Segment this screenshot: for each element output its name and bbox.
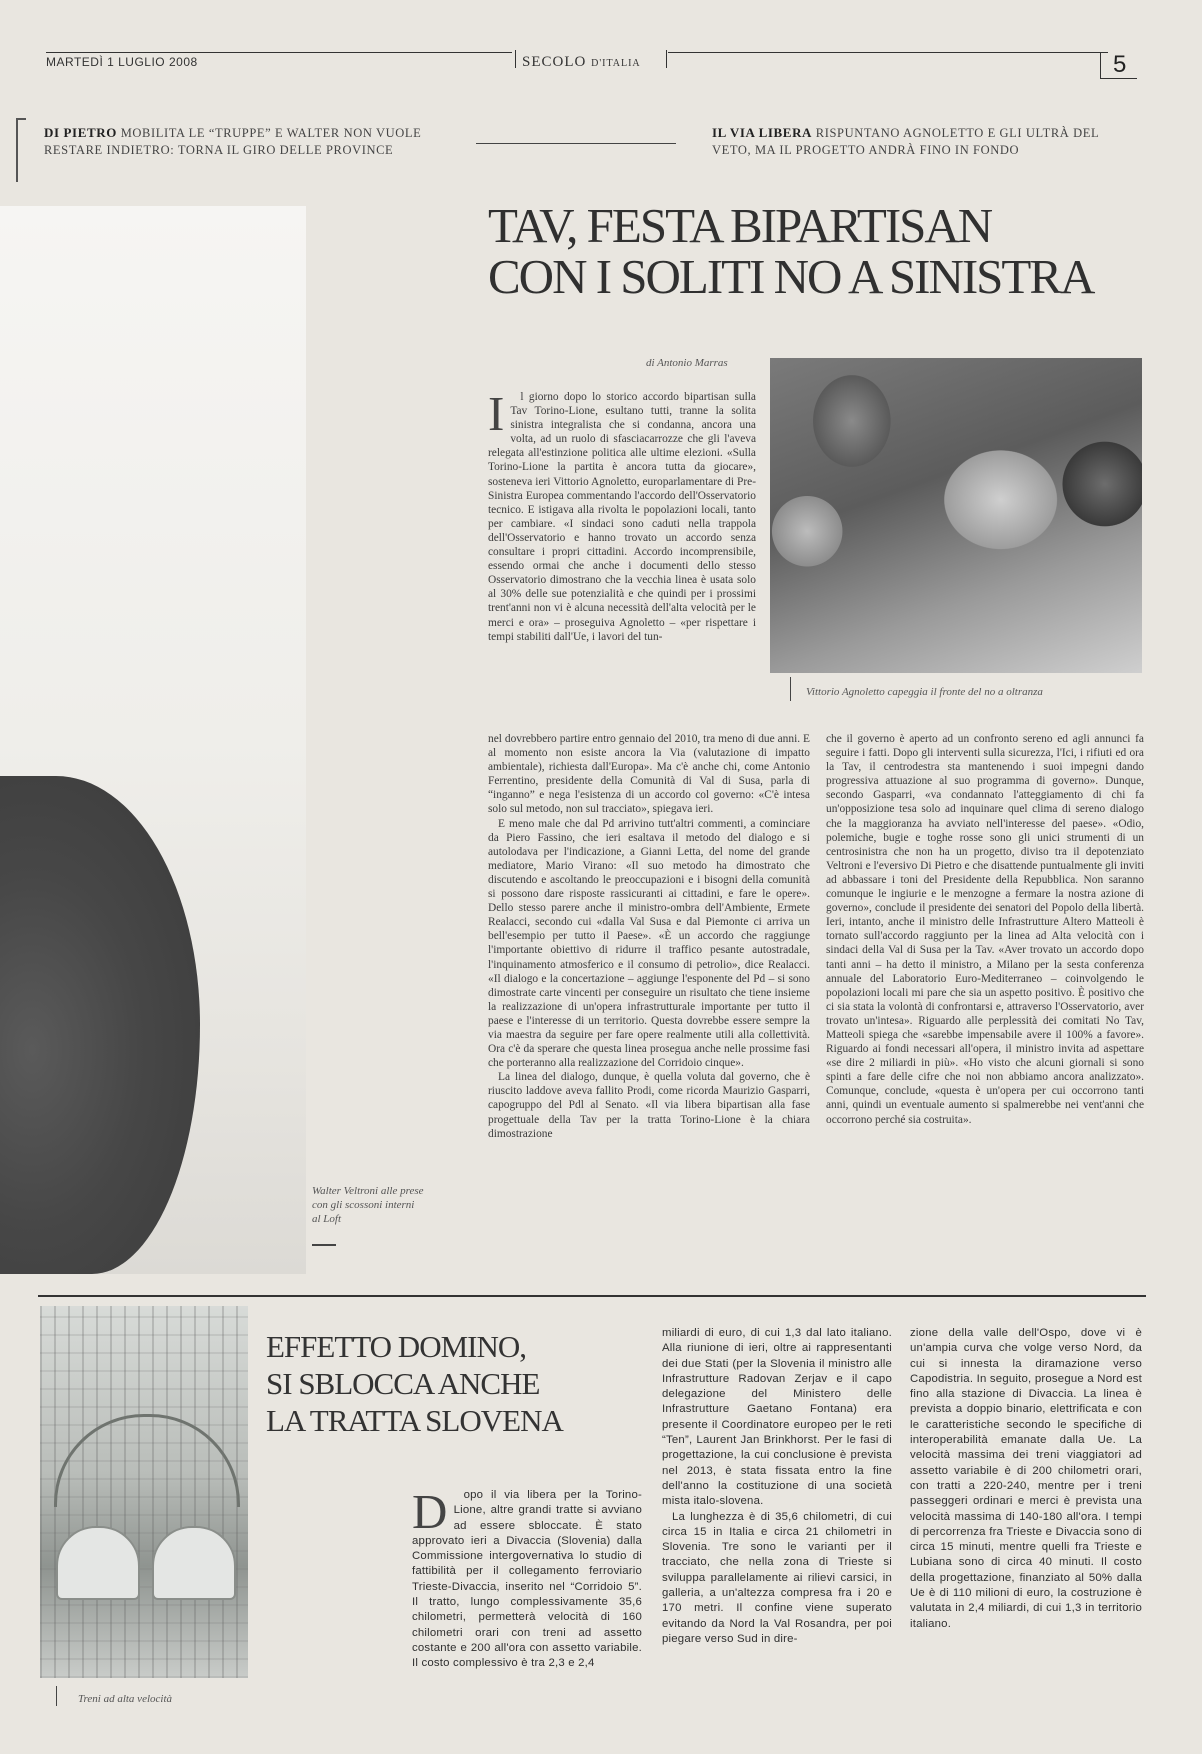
veltroni-figure-shape (0, 776, 200, 1274)
article-paragraph-1: l giorno dopo lo storico accordo bipartisan sulla Tav Torino-Lione, esultano tutti, tranne la solita sinistra integralista che si condanna, ancora una volta, ad un ruolo di sfasciacarrozze che gli l'aveva relegata all'estinzione politica alle ultime elezioni. «Sulla Torino-Lione la partita è ancora tutta da giocare», sosteneva ieri Vittorio Agnoletto, europarlamentare di Pre-Sinistra Europea commentando l'accordo dell'Osservatorio tecnico. E istigava alla rivolta le popolazioni locali, tanto per cambiare. «I sindaci sono caduti nella trappola dell'Osservatorio e hanno trovato un accordo senza consultare i propri cittadini. Accordo incomprensibile, essendo ormai che anche i documenti dello stesso Osservatorio dimostrano che la vecchia linea è usata solo al 30% delle sue potenzialità e che quindi per i prossimi trent'anni non vi è alcuna necessità dell'alta velocità per le merci e ora» – proseguiva Agnoletto – «per rispettare i tempi stabiliti dall'Ue, i lavori del tun- (488, 391, 756, 643)
photo-caption-rule (790, 677, 791, 701)
dropcap: I (488, 390, 505, 441)
masthead-separator (515, 50, 516, 68)
second-headline-line3: LA TRATTA SLOVENA (266, 1403, 563, 1438)
byline: di Antonio Marras (646, 357, 728, 369)
second-column-3 (910, 1326, 1142, 1726)
newspaper-name (522, 54, 641, 71)
newspaper-name-suffix: D'ITALIA (591, 58, 641, 69)
second-dropcap: D (412, 1488, 448, 1539)
newspaper-name-main: SECOLO (522, 54, 587, 70)
station-arch (54, 1414, 240, 1507)
left-caption-rule (312, 1244, 336, 1246)
second-column-2 (662, 1326, 892, 1726)
kicker-left-lead: DI PIETRO (44, 125, 117, 140)
article-paragraph-1b: nel dovrebbero partire entro gennaio del 2010, tra meno di due anni. E al momento non esiste ancora la Via (valutazione di impatto ambientale), richiesta dall'Europa». Ma c'è anche chi, come Antonio Ferrentino, presidente della Comunità di Val di Susa, parla di “inganno” e nega l'esistenza di un accordo col governo: «C'è intesa solo sul metodo, non sul tracciato», spiegava ieri. (488, 733, 810, 816)
issue-date: MARTEDÌ 1 LUGLIO 2008 (46, 55, 198, 69)
second-column-1 (412, 1488, 642, 1726)
kicker-right-text: RISPUNTANO AGNOLETTO E GLI ULTRÀ DEL VETO, MA IL PROGETTO ANDRÀ FINO IN FONDO (712, 126, 1099, 157)
masthead-rule-left (46, 52, 512, 53)
second-headline (266, 1328, 646, 1439)
main-headline (488, 200, 1138, 302)
main-headline-line2: CON I SOLITI NO A SINISTRA (488, 249, 1094, 304)
main-headline-line1: TAV, FESTA BIPARTISAN (488, 198, 992, 253)
train-shape-right (152, 1526, 236, 1600)
second-headline-line1: EFFETTO DOMINO, (266, 1329, 526, 1364)
article-paragraph-3: La linea del dialogo, dunque, è quella voluta dal governo, che è riuscito laddove aveva fallito Prodi, come ricorda Maurizio Gasparri, capogruppo del Pdl al Senato. «Il via libera bipartisan alla fase progettuale della Tav per la tratta Torino-Lione è la chiara dimostrazione (488, 1071, 810, 1140)
second-paragraph-2: miliardi di euro, di cui 1,3 dal lato italiano. Alla riunione di ieri, oltre ai rappresentanti dei due Stati (per la Slovenia il ministro alle Infrastrutture Radovan Zerjav e il capo delegazione del Ministero delle Infrastrutture Gaetano Fontana) era presente il Coordinatore europeo per le reti “Ten”, Laurent Jan Brinkhorst. Per le fasi di progettazione, la cui conclusione è prevista nel 2013, è stata fissata entro la fine dell'anno la costituzione di una società mista italo-slovena. (662, 1327, 892, 1508)
left-photo-caption: Walter Veltroni alle prese con gli scossoni interni al Loft (312, 1185, 424, 1225)
kicker-divider (476, 143, 676, 144)
kicker-left-text: MOBILITA LE “TRUPPE” E WALTER NON VUOLE RESTARE INDIETRO: TORNA IL GIRO DELLE PROVINCE (44, 126, 422, 157)
second-paragraph-4: zione della valle dell'Ospo, dove vi è un'ampia curva che volge verso Nord, da cui si innesta la diramazione verso Capodistria. In seguito, prosegue a Nord est fino alla stazione di Divaccia. La linea è prevista a doppio binario, elettrificata e con le caratteristiche secondo le specifiche di interoperabilità emanate dalla Ue. La velocità massima dei treni viaggiatori ad assetto variabile è di 200 chilometri orari, con tratti a 220-240, mentre per i treni passeggeri ordinari e merci è prevista una velocità massima di 140-180 all'ora. I tempi di percorrenza fra Trieste e Divaccia sono di circa 15 minuti, mentre quelli fra Trieste e Lubiana sono di circa 40 minuti. Il costo della progettazione, finanziato al 50% dalla Ue è di 110 milioni di euro, la costruzione è valutata in 2,4 miliardi, di cui 1,3 in territorio italiano. (910, 1327, 1142, 1630)
page-number: 5 (1113, 51, 1127, 78)
station-photo (40, 1306, 248, 1678)
article-paragraph-2: E meno male che dal Pd arrivino tutt'altri commenti, a cominciare da Piero Fassino, che ieri esaltava il metodo del dialogo e si autolodava per l'indicazione, a Gianni Letta, del nome del grande mediatore, Mario Virano: «Il suo metodo ha dimostrato che discutendo e ascoltando le preoccupazioni e i bisogni della comunità si possono dare risposte rassicuranti ai cittadini, e fare le opere». Dello stesso parere anche il ministro-ombra dell'Ambiente, Ermete Realacci, secondo cui «dalla Val Susa e dal Piemonte ci arriva un bell'esempio per tutto il Paese». «È un accordo che raggiunge l'importante obiettivo di ridurre il traffico pesante autostradale, l'inquinamento atmosferico e il consumo di petrolio», dice Realacci. «Il dialogo e la concertazione – aggiunge l'esponente del Pd – si sono dimostrate carte vincenti per conseguire un risultato che tiene insieme la realizzazione di un'opera infrastrutturale importante per tutto il paese e l'interesse di un territorio. Questa dovrebbe essere sempre la via maestra da seguire per fare opere realmente utili alla collettività. Ora c'è da sperare che questa linea prosegua anche nelle prossime fasi che porteranno alla realizzazione del Corridoio cinque». (488, 817, 810, 1070)
article-paragraph-4: che il governo è aperto ad un confronto sereno ed agli annunci fa seguire i fatti. Dopo gli interventi sulla sicurezza, l'Ici, i rifiuti ed ora la Tav, il centrodestra sta mantenendo i suoi impegni dando progressiva attuazione al suo programma di governo». Dunque, secondo Gasparri, «va condannato l'atteggiamento di chi fa un'opposizione tesa solo ad inquinare quel clima di sereno dialogo che la maggioranza ha avviato nell'interesse del paese». «Odio, polemiche, bugie e toghe rosse sono gli unici strumenti di un centrosinistra che non ha un progetto, diviso tra il depotenziato Veltroni e l'eversivo Di Pietro e che disattende puntualmente gli inviti ad abbassare i toni del Presidente della Repubblica. Non saranno comunque le ingiurie e le menzogne a fermare la nostra azione di governo», conclude il presidente dei senatori del Popolo della libertà. Ieri, intanto, anche il ministro delle Infrastrutture Altero Matteoli è tornato sull'accordo raggiunto per la linea ad Alta velocità con i sindaci della Val di Susa per la Tav. «Aver trovato un accordo dopo tanti anni – ha detto il ministro, a Milano per la sesta conferenza annuale del Laboratorio Euro-Mediterraneo – coinvolgendo le popolazioni locali mi pare che sia un aspetto positivo. È positivo che ci sia stata la volontà di confrontarsi e, attraverso l'Osservatorio, aver trovato un'intesa». Riguardo alle perplessità dei comitati No Tav, Matteoli spiega che «sarebbe impensabile avere il 100% a favore». Riguardo ai fondi necessari all'opera, il ministro invita ad aspettare «se dire 2 miliardi in più». «Ho visto che alcuni giornali si sono spinti a fare delle cifre che noi non abbiamo ancora analizzato». Comunque, conclude, «questa è un'opera per cui occorrono tanti anni, quindi un eventuale aumento si spalmerebbe nei vent'anni che occorrono perché sia costruita». (826, 733, 1144, 1126)
second-headline-line2: SI SBLOCCA ANCHE (266, 1366, 540, 1401)
article-column-1 (488, 732, 810, 1267)
kicker-left (44, 124, 464, 159)
second-paragraph-1: opo il via libera per la Torino-Lione, altre grandi tratte si avviano ad essere sbloccate. È stato approvato ieri a Divaccia (Slovenia) dalla Commissione intergovernativa lo studio di fattibilità per il collegamento ferroviario Trieste-Divaccia, inserito nel “Corridoio 5”. Il tratto, lungo complessivamente 35,6 chilometri, permetterà velocità di 160 chilometri orari con treni ad assetto costante e 200 all'ora con assetto variabile. Il costo complessivo è tra 2,3 e 2,4 (412, 1489, 642, 1670)
train-shape-left (56, 1526, 140, 1600)
article-column-1-top (488, 390, 756, 730)
article-column-2 (826, 732, 1144, 1267)
station-photo-caption: Treni ad alta velocità (78, 1693, 172, 1705)
page-number-box (1100, 52, 1137, 79)
kicker-bracket (16, 118, 26, 182)
station-caption-rule (56, 1686, 57, 1706)
veltroni-photo (0, 206, 306, 1274)
agnoletto-photo (770, 358, 1142, 673)
section-divider (38, 1295, 1146, 1297)
kicker-right-lead: IL VIA LIBERA (712, 125, 813, 140)
masthead-separator-2 (666, 50, 667, 68)
second-paragraph-3: La lunghezza è di 35,6 chilometri, di cui circa 15 in Italia e circa 21 chilometri in Slovenia. Tre sono le varianti per il tracciato, che nella zona di Trieste si sviluppa parallelamente ai rilievi carsici, in galleria, a un'altezza compresa fra i 20 e 170 metri. Il confine viene superato evitando da Nord la Val Rosandra, per poi piegare verso Sud in dire- (662, 1510, 892, 1645)
agnoletto-photo-caption: Vittorio Agnoletto capeggia il fronte del no a oltranza (806, 686, 1043, 698)
masthead-rule-right (668, 52, 1108, 53)
kicker-right (712, 124, 1132, 159)
